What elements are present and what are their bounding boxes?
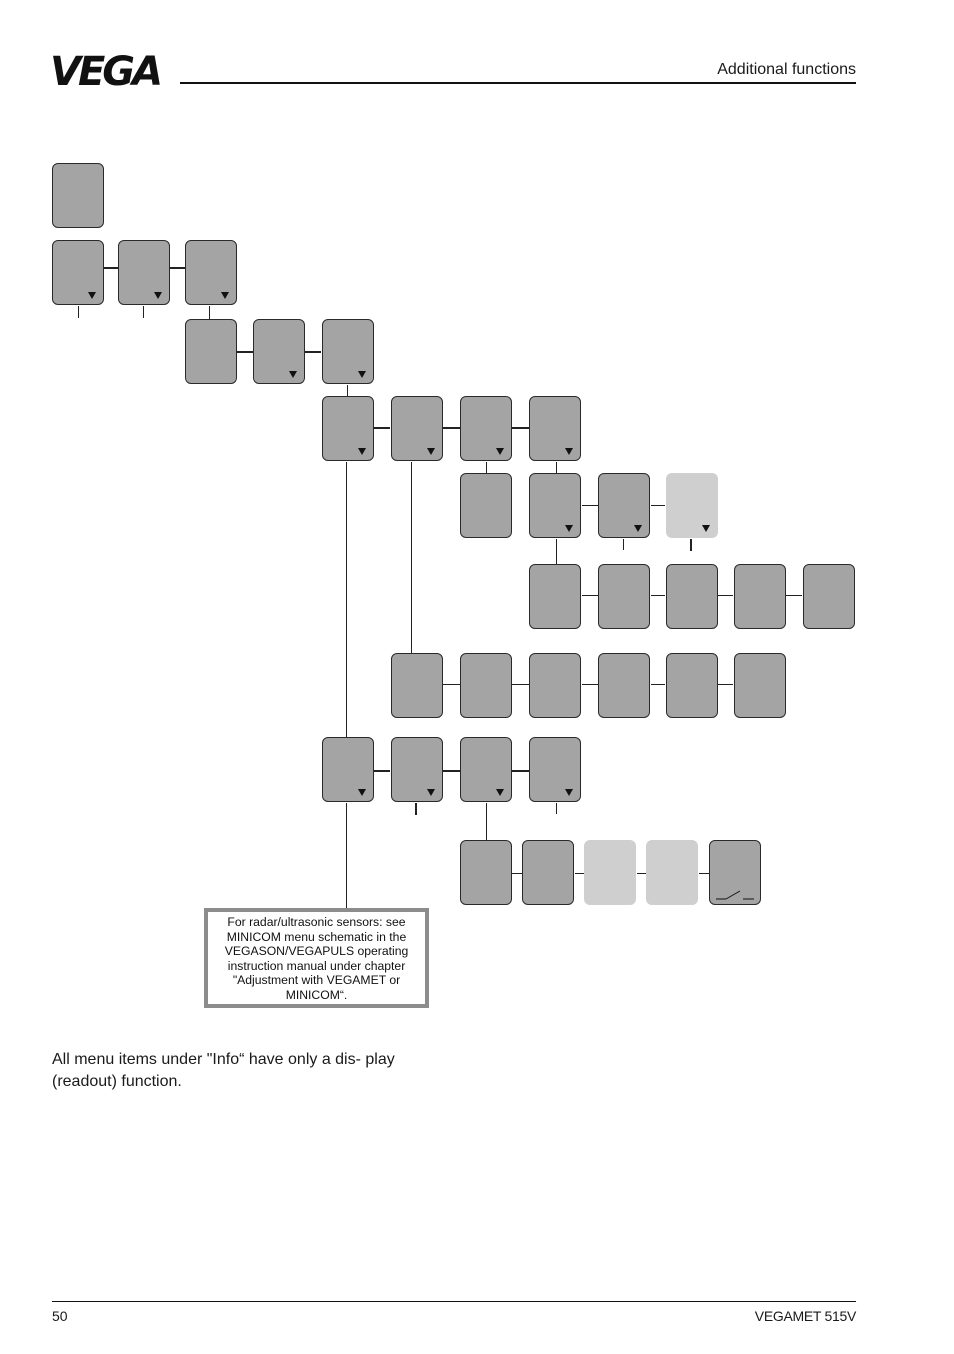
connector [512, 684, 529, 685]
menu-box [666, 564, 718, 629]
product-name: VEGAMET 515V [754, 1308, 856, 1324]
connector [374, 427, 390, 429]
menu-arrow-icon [427, 789, 435, 796]
menu-box [529, 564, 581, 629]
menu-box [734, 653, 786, 718]
connector [237, 351, 253, 353]
menu-box [460, 737, 512, 802]
menu-arrow-icon [289, 371, 297, 378]
menu-box [529, 653, 581, 718]
connector [637, 873, 646, 874]
connector [575, 873, 584, 874]
menu-arrow-icon [154, 292, 162, 299]
connector [623, 539, 624, 550]
menu-box [322, 737, 374, 802]
connector [556, 803, 557, 814]
page-number: 50 [52, 1308, 68, 1324]
connector [346, 462, 347, 737]
connector [374, 770, 390, 772]
menu-box [460, 653, 512, 718]
menu-box [529, 396, 581, 461]
connector [443, 427, 460, 429]
menu-box [118, 240, 170, 305]
menu-box [598, 653, 650, 718]
menu-box [598, 564, 650, 629]
menu-box [322, 396, 374, 461]
connector [786, 595, 802, 596]
menu-arrow-icon [427, 448, 435, 455]
menu-box [522, 840, 574, 905]
connector [305, 351, 321, 353]
menu-box [460, 396, 512, 461]
radar-ultrasonic-note: For radar/ultrasonic sensors: see MINICOM menu schematic in the VEGASON/VEGAPULS operating instruction manual under chapter "Adjustment with VEGAMET or MINICOM“. [204, 908, 429, 1008]
connector [512, 427, 529, 429]
connector [415, 803, 417, 815]
menu-box [529, 473, 581, 538]
footer-rule [52, 1301, 856, 1302]
connector [346, 803, 347, 908]
menu-box [666, 653, 718, 718]
menu-box [803, 564, 855, 629]
menu-arrow-icon [496, 789, 504, 796]
vega-logo: VEGA [50, 49, 161, 95]
connector [651, 505, 665, 506]
connector [143, 306, 144, 318]
menu-box [391, 737, 443, 802]
menu-box [322, 319, 374, 384]
connector [104, 267, 119, 269]
connector [699, 873, 709, 874]
section-title: Additional functions [717, 61, 856, 78]
connector [556, 462, 557, 473]
connector [443, 684, 460, 685]
menu-arrow-icon [358, 789, 366, 796]
connector [651, 595, 665, 596]
menu-arrow-icon [702, 525, 710, 532]
menu-box [460, 473, 512, 538]
menu-box [391, 653, 443, 718]
menu-box [391, 396, 443, 461]
connector [556, 539, 557, 564]
menu-box [185, 240, 237, 305]
menu-box [734, 564, 786, 629]
menu-box [253, 319, 305, 384]
menu-box [460, 840, 512, 905]
connector [718, 595, 733, 596]
menu-box [52, 163, 104, 228]
menu-box-disabled [646, 840, 698, 905]
info-description: All menu items under "Info“ have only a dis- play (readout) function. [52, 1051, 395, 1090]
menu-box [709, 840, 761, 905]
switch-contact-icon [716, 889, 756, 901]
connector [78, 306, 79, 318]
menu-arrow-icon [88, 292, 96, 299]
menu-arrow-icon [358, 371, 366, 378]
menu-arrow-icon [565, 525, 573, 532]
connector [347, 385, 348, 396]
connector [486, 462, 487, 473]
menu-arrow-icon [634, 525, 642, 532]
menu-box [185, 319, 237, 384]
connector [582, 505, 598, 506]
connector [690, 539, 692, 551]
connector [718, 684, 733, 685]
connector [486, 803, 487, 840]
connector [512, 873, 522, 874]
menu-box [598, 473, 650, 538]
connector [411, 462, 412, 653]
menu-box-disabled [584, 840, 636, 905]
menu-box [529, 737, 581, 802]
menu-arrow-icon [496, 448, 504, 455]
connector [209, 306, 210, 319]
connector [582, 595, 598, 596]
connector [512, 770, 529, 772]
menu-arrow-icon [358, 448, 366, 455]
menu-box [52, 240, 104, 305]
connector [582, 684, 598, 685]
connector [170, 267, 186, 269]
connector [443, 770, 460, 772]
menu-arrow-icon [221, 292, 229, 299]
menu-arrow-icon [565, 448, 573, 455]
menu-box-disabled [666, 473, 718, 538]
connector [651, 684, 665, 685]
menu-arrow-icon [565, 789, 573, 796]
